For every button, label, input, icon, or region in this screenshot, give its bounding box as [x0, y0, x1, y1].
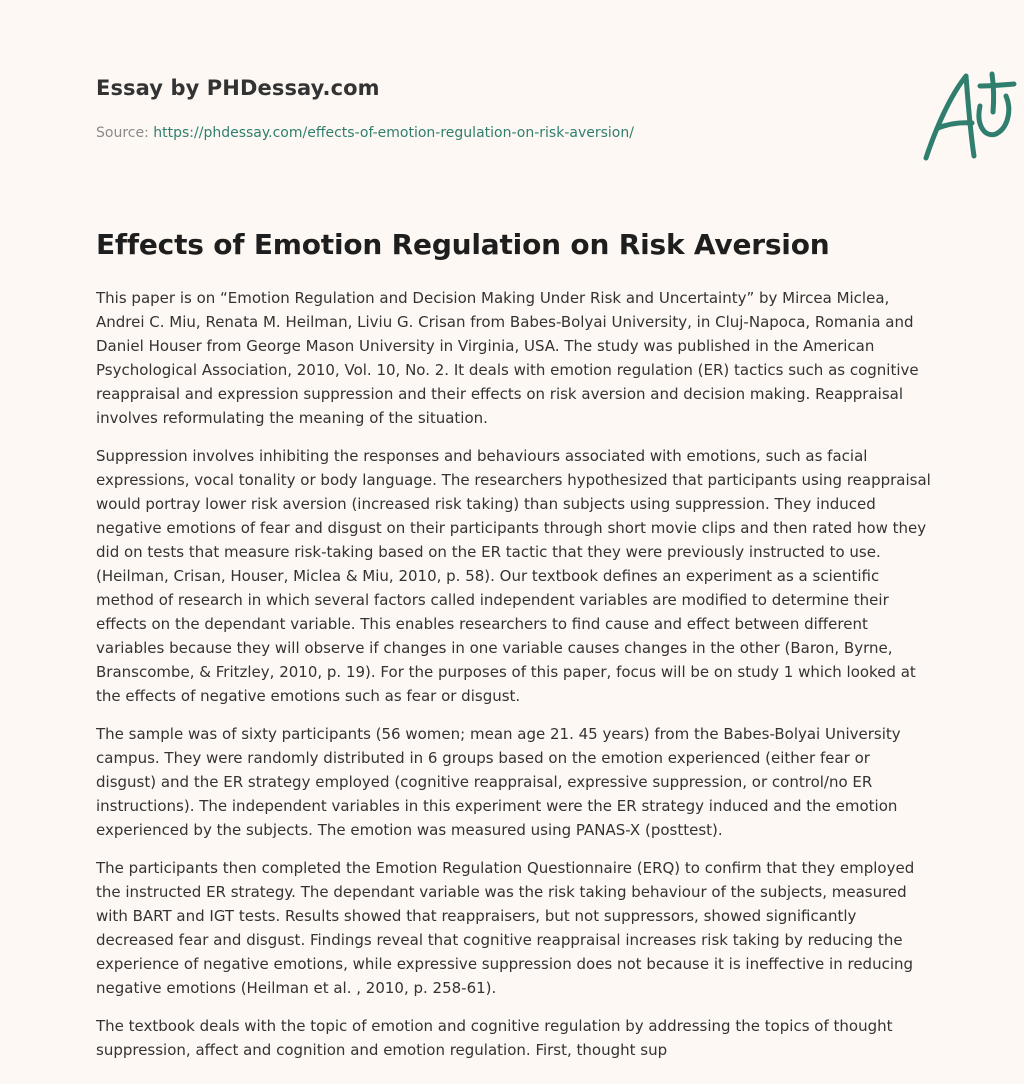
- paragraph-1: This paper is on “Emotion Regulation and Decision Making Under Risk and Uncertainty” by Mircea Miclea, Andrei C. Miu, Renata M. Heilman, Liviu G. Crisan from Babes-Bolyai University, in Cluj-Napoca, Romania and Daniel Houser from George Mason University in Virginia, USA. The study was published in the American Psychological Association, 2010, Vol. 10, No. 2. It deals with emotion regulation (ER) tactics such as cognitive reappraisal and expression suppression and their effects on risk aversion and decision making. Reappraisal involves reformulating the meaning of the situation.: [96, 289, 919, 427]
- paragraph-3: The sample was of sixty participants (56 women; mean age 21. 45 years) from the Babes-Bolyai University campus. They were randomly distributed in 6 groups based on the emotion experienced (either fear or disgust) and the ER strategy employed (cognitive reappraisal, expressive suppression, or control/no ER instructions). The independent variables in this experiment were the ER strategy induced and the emotion experienced by the subjects. The emotion was measured using PANAS-X (posttest).: [96, 725, 901, 839]
- source-label: Source:: [96, 125, 154, 141]
- article-body: [96, 286, 932, 1076]
- paragraph-2: Suppression involves inhibiting the responses and behaviours associated with emotions, such as facial expressions, vocal tonality or body language. The researchers hypothesized that participants using reappraisal would portray lower risk aversion (increased risk taking) than subjects using suppression. They induced negative emotions of fear and disgust on their participants through short movie clips and then rated how they did on tests that measure risk-taking based on the ER tactic that they were previously instructed to use. (Heilman, Crisan, Houser, Miclea & Miu, 2010, p. 58). Our textbook defines an experiment as a scientific method of research in which several factors called independent variables are modified to determine their effects on the dependant variable. This enables researchers to find cause and effect between different variables because they will observe if changes in one variable causes changes in the other (Baron, Byrne, Branscombe, & Fritzley, 2010, p. 19). For the purposes of this paper, focus will be on study 1 which looked at the effects of negative emotions such as fear or disgust.: [96, 447, 931, 705]
- source-link[interactable]: https://phdessay.com/effects-of-emotion-regulation-on-risk-aversion/: [153, 125, 634, 141]
- site-brand[interactable]: Essay by PHDessay.com: [96, 76, 380, 100]
- a-plus-logo-icon: [914, 66, 1024, 166]
- paragraph-5: The textbook deals with the topic of emotion and cognitive regulation by addressing the topics of thought suppression, affect and cognition and emotion regulation. First, thought sup: [96, 1017, 893, 1059]
- source-line: [96, 125, 634, 141]
- page-title: Effects of Emotion Regulation on Risk Aversion: [96, 228, 830, 261]
- paragraph-4: The participants then completed the Emotion Regulation Questionnaire (ERQ) to confirm that they employed the instructed ER strategy. The dependant variable was the risk taking behaviour of the subjects, measured with BART and IGT tests. Results showed that reappraisers, but not suppressors, showed significantly decreased fear and disgust. Findings reveal that cognitive reappraisal increases risk taking by reducing the experience of negative emotions, while expressive suppression does not because it is ineffective in reducing negative emotions (Heilman et al. , 2010, p. 258-61).: [96, 859, 915, 997]
